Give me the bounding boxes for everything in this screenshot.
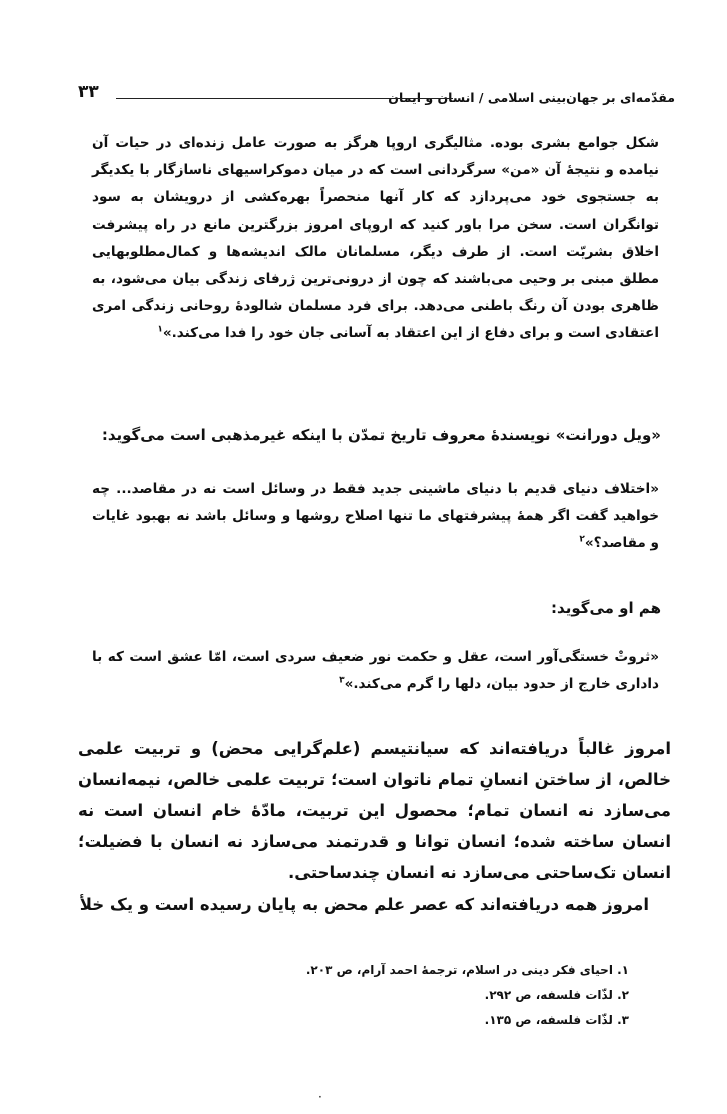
footnote-ref-1: ۱ [157, 324, 163, 335]
page-number: ۳۳ [78, 82, 99, 102]
footnotes [209, 958, 629, 1033]
header-title: مقدّمه‌ای بر جهان‌بینی اسلامی / انسان و ایمان [388, 90, 675, 105]
lead-durant: «ویل دورانت» نویسندهٔ معروف تاریخ تمدّن با اینکه غیرمذهبی است می‌گوید: [101, 426, 661, 444]
footnote-ref-3: ۳ [339, 675, 345, 686]
quote-iqbal [92, 130, 659, 348]
running-header [78, 82, 675, 110]
footnote-ref-2: ۲ [579, 534, 585, 545]
header-rule [116, 98, 453, 99]
body-paragraph-2: امروز همه دریافته‌اند که عصر علم محض به پایان رسیده است و یک خلأ [79, 895, 649, 914]
quote-iqbal-text: شکل جوامع بشری بوده. مثالیگری اروپا هرگز به صورت عامل زنده‌ای در حیات آن نیامده و نتیجهٔ آن «من» سرگردانی است که در میان دموکراسیهای ناسازگار با یکدیگر به جستجوی خود می‌پردازد که کار آنها منحصراً بهره‌کشی از درویشان به سود توانگران است. سخن مرا باور کنید که اروپای امروز بزرگترین مانع در راه پیشرفت اخلاق بشریّت است. از طرف دیگر، مسلمانان مالک اندیشه‌ها و کمال‌مطلوبهایی مطلق مبنی بر وحیی می‌باشند که چون از درونی‌ترین ژرفای زندگی بیان می‌شود، به ظاهری بودن آن رنگ باطنی می‌دهد. برای فرد مسلمان شالودهٔ روحانی زندگی امری اعتقادی است و برای دفاع از این اعتقاد به آسانی جان خود را فدا می‌کند.» [92, 135, 659, 342]
quote-durant-1-text: «اختلاف دنیای قدیم با دنیای ماشینی جدید فقط در وسائل است نه در مقاصد... چه خواهید گفت اگر همهٔ پیشرفتهای ما تنها اصلاح روشها و وسائل باشد نه بهبود غایات و مقاصد؟» [92, 481, 659, 552]
quote-durant-2-text: «ثروتْ خستگی‌آور است، عقل و حکمت نور ضعیف سردی است، امّا عشق است که با داداری خارج از حدود بیان، دلها را گرم می‌کند.» [92, 649, 659, 693]
quote-durant-2 [92, 644, 659, 698]
footnote-3: ۳. لذّات فلسفه، ص ۱۳۵. [484, 1013, 629, 1027]
lead-he-says: هم او می‌گوید: [551, 599, 661, 617]
footnote-1: ۱. احیای فکر دینی در اسلام، ترجمهٔ احمد آرام، ص ۲۰۳. [305, 963, 629, 977]
body-paragraph-1: امروز غالباً دریافته‌اند که سیانتیسم (علم‌گرایی محض) و تربیت علمی خالص، از ساختن انسانِ تمام ناتوان است؛ تربیت علمی خالص، نیمه‌انسان می‌سازد نه انسان تمام؛ محصول این تربیت، مادّهٔ خام انسان است نه انسان ساخته شده؛ انسان توانا و قدرتمند می‌سازد نه انسان با فضیلت؛ انسان تک‌ساحتی می‌سازد نه انسان چندساحتی. [78, 739, 671, 882]
footnote-2: ۲. لذّات فلسفه، ص ۲۹۲. [484, 988, 629, 1002]
quote-durant-1 [92, 476, 659, 558]
page-mark: · [318, 1090, 322, 1104]
